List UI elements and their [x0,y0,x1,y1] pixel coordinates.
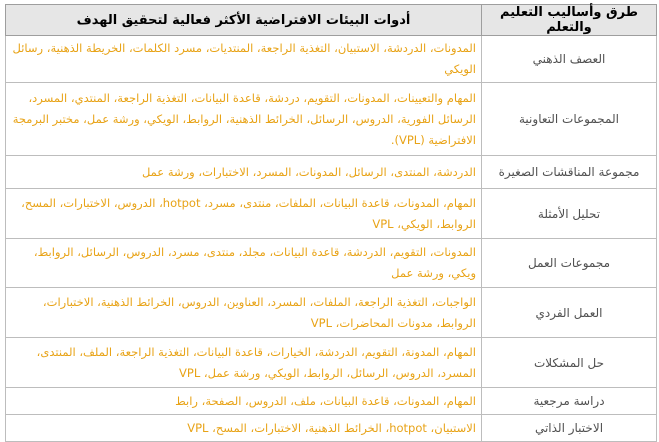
table-row [6,36,657,83]
methods-tools-table [5,4,657,442]
method-cell: العصف الذهني [482,36,657,83]
tools-cell: المدونات، الدردشة، الاستبيان، التغذية الراجعة، المنتديات، مسرد الكلمات، الخريطة الذهنية، رسائل الويكي [6,36,482,83]
tools-cell: الدردشة، المنتدى، الرسائل، المدونات، المسرد، الاختبارات، ورشة عمل [6,156,482,189]
method-cell: العمل الفردي [482,288,657,338]
method-cell: مجموعات العمل [482,239,657,288]
tools-cell: المهام والتعيينات، المدونات، التقويم، دردشة، قاعدة البيانات، التغذية الراجعة، المنتدي، المسرد، الرسائل الفورية، الدروس، الرسائل، الخرائط الذهنية، الروابط، الويكي، ورشة عمل، مختبر البرمجة الافتراضية (VPL). [6,83,482,156]
table-row [6,338,657,388]
tools-cell: الاستبيان، hotpot، الخرائط الذهنية، الاختبارات، المسح، VPL [6,415,482,442]
table-row [6,415,657,442]
method-cell: المجموعات التعاونية [482,83,657,156]
tools-cell: المهام، المدونات، قاعدة البيانات، ملف، الدروس، الصفحة، رابط [6,388,482,415]
method-cell: تحليل الأمثلة [482,189,657,239]
table-row [6,156,657,189]
method-cell: حل المشكلات [482,338,657,388]
header-row [6,5,657,36]
table-row [6,388,657,415]
tools-cell: المهام، المدونة، التقويم، الدردشة، الخيارات، قاعدة البيانات، التغذية الراجعة، الملف، المنتدى، المسرد، الدروس، الرسائل، الروابط، الويكي، ورشة عمل، VPL [6,338,482,388]
table-row [6,288,657,338]
methods-tools-table-container [5,4,656,442]
method-cell: مجموعة المناقشات الصغيرة [482,156,657,189]
header-method: طرق وأساليب التعليم والتعلم [482,5,657,36]
tools-cell: المدونات، التقويم، الدردشة، قاعدة البيانات، مجلد، منتدى، مسرد، الدروس، الرسائل، الروابط، ويكي، ورشة عمل [6,239,482,288]
method-cell: دراسة مرجعية [482,388,657,415]
method-cell: الاختبار الذاتي [482,415,657,442]
table-row [6,83,657,156]
tools-cell: المهام، المدونات، قاعدة البيانات، الملفات، منتدى، مسرد، hotpot، الدروس، الاختبارات، المسح، الروابط، الويكي، VPL [6,189,482,239]
table-row [6,189,657,239]
table-row [6,239,657,288]
header-tools: أدوات البيئات الافتراضية الأكثر فعالية لتحقيق الهدف [6,5,482,36]
tools-cell: الواجبات، التغذية الراجعة، الملفات، المسرد، العناوين، الدروس، الخرائط الذهنية، الاختبارات، الروابط، مدونات المحاضرات، VPL [6,288,482,338]
